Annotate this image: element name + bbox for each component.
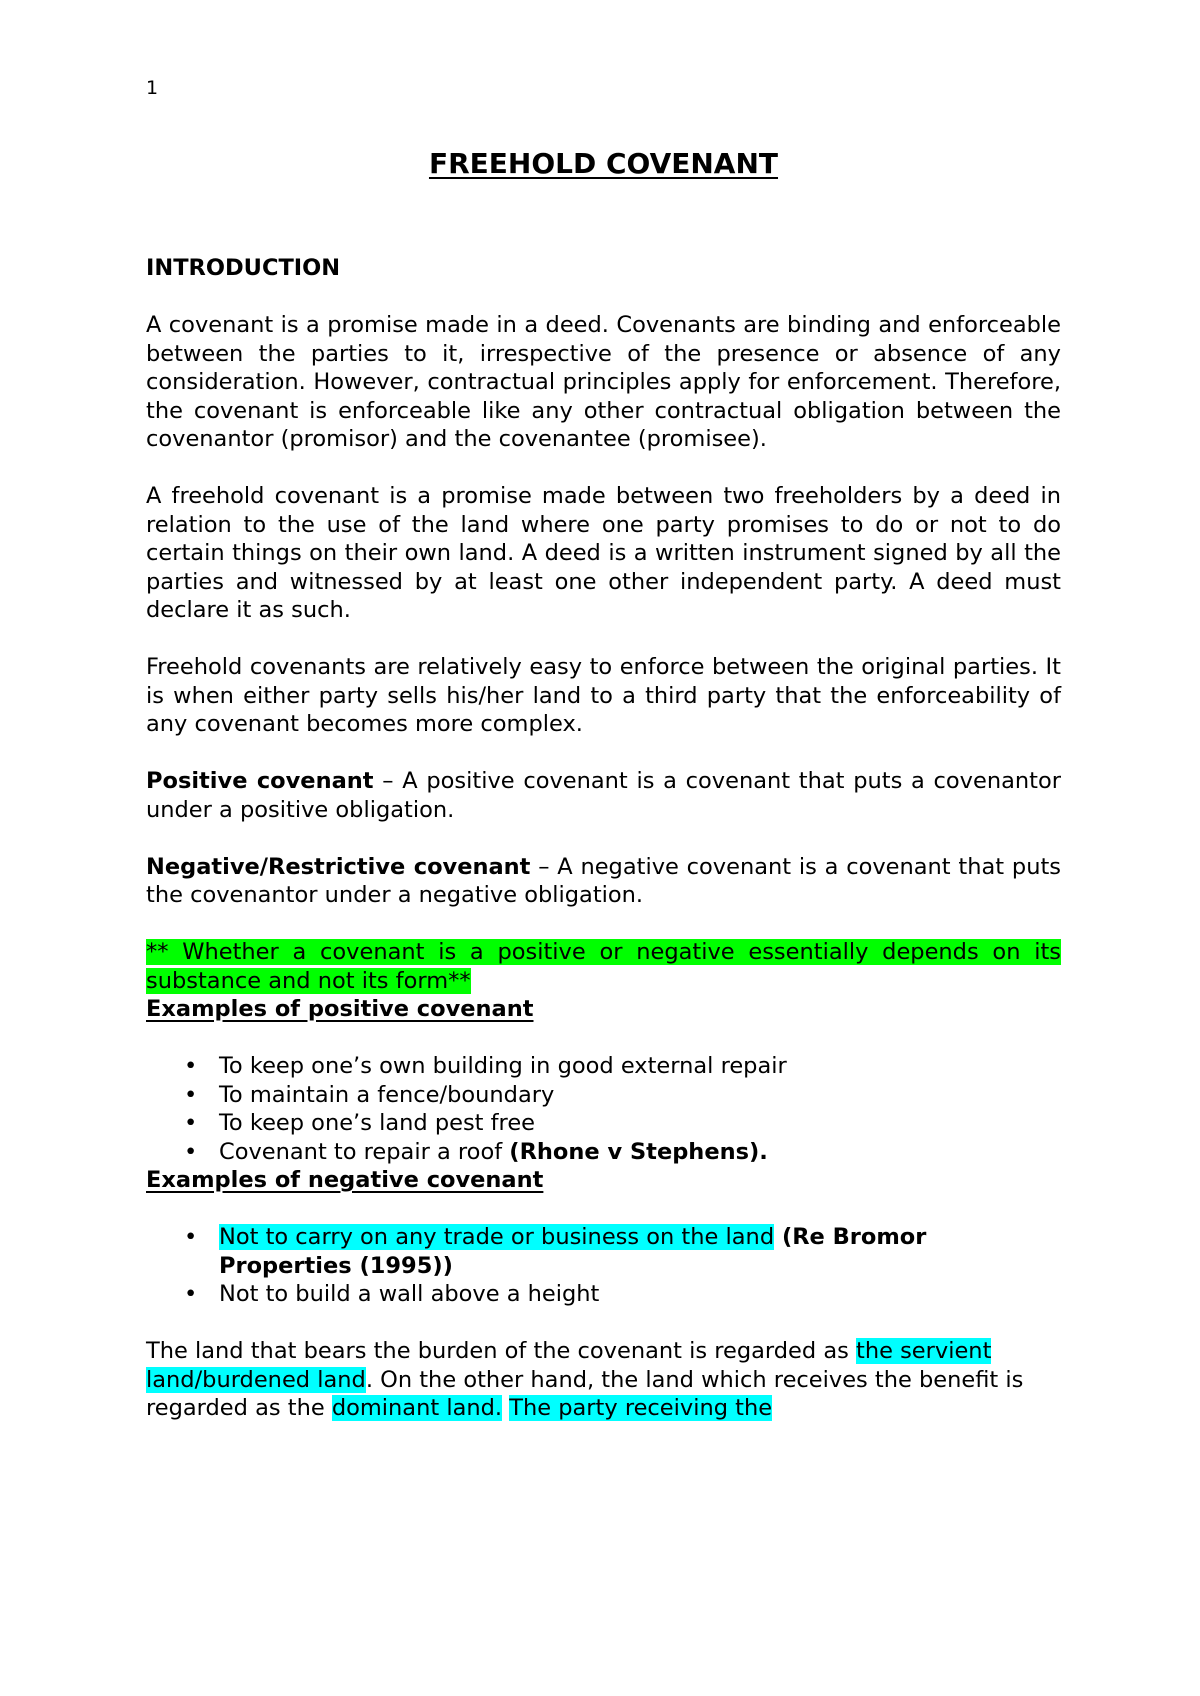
negative-examples-heading: Examples of negative covenant: [146, 1167, 544, 1193]
negative-examples-list: [146, 1223, 1061, 1309]
party-receiving-highlight: The party receiving the: [509, 1395, 773, 1421]
bullet-icon: •: [184, 1081, 198, 1108]
intro-paragraph-1: A covenant is a promise made in a deed. Covenants are binding and enforceable between the parties to it, irrespective of the presence or absence of any consideration. However, contractual principles apply for enforcement. Therefore, the covenant is enforceable like any other contractual obligation between the covenantor (promisor) and the covenantee (promisee).: [146, 312, 1061, 452]
final-paragraph: [146, 1337, 1061, 1423]
final-paragraph-text-1: The land that bears the burden of the covenant is regarded as: [146, 1338, 856, 1364]
document-title-text: FREEHOLD COVENANT: [428, 147, 779, 180]
negative-covenant-text: – A negative covenant is a covenant that puts the covenantor under a negative obligation.: [146, 853, 1061, 908]
list-item: [146, 1223, 1061, 1280]
intro-paragraph-2: A freehold covenant is a promise made between two freeholders by a deed in relation to the use of the land where one party promises to do or not to do certain things on their own land. A deed is a written instrument signed by all the parties and witnessed by at least one other independent party. A deed must declare it as such.: [146, 483, 1061, 623]
positive-examples-heading: Examples of positive covenant: [146, 996, 534, 1022]
introduction-heading: INTRODUCTION: [146, 255, 341, 281]
positive-covenant-term: Positive covenant: [146, 768, 374, 794]
list-item: [146, 1081, 1061, 1110]
list-item-text: Covenant to repair a roof: [219, 1138, 510, 1165]
positive-examples-list: [146, 1052, 1061, 1166]
servient-land-highlight: the servient land/burdened land: [146, 1338, 992, 1393]
highlighted-note-text: ** Whether a covenant is a positive or negative essentially depends on its substance and not its form**: [146, 939, 1061, 994]
list-item-text: Not to build a wall above a height: [219, 1281, 600, 1307]
list-item: [146, 1052, 1061, 1081]
final-paragraph-text-2: . On the other hand, the land which receives the benefit is regarded as the: [146, 1366, 1024, 1421]
list-item: [146, 1109, 1061, 1138]
negative-covenant-definition: [146, 853, 1061, 910]
document-body: [146, 140, 1061, 1423]
positive-covenant-definition: [146, 767, 1061, 824]
bullet-icon: •: [184, 1110, 198, 1136]
list-item-text: To keep one’s own building in good external repair: [219, 1053, 787, 1079]
list-item-highlighted-text: Not to carry on any trade or business on the land: [219, 1224, 775, 1250]
bullet-icon: •: [184, 1281, 198, 1307]
list-item: [146, 1138, 1061, 1167]
case-citation: (Rhone v Stephens).: [509, 1138, 768, 1165]
case-citation: (Re Bromor Properties (1995)): [219, 1224, 927, 1279]
bullet-icon: •: [184, 1224, 198, 1250]
intro-paragraph-3: Freehold covenants are relatively easy to enforce between the original parties. It is when either party sells his/her land to a third party that the enforceability of any covenant becomes more complex.: [146, 654, 1061, 737]
list-item: [146, 1280, 1061, 1309]
page-number: 1: [146, 77, 159, 99]
list-item-text: To maintain a fence/boundary: [219, 1081, 555, 1108]
bullet-icon: •: [184, 1138, 198, 1165]
document-title: [146, 146, 1061, 182]
positive-covenant-text: – A positive covenant is a covenant that puts a covenantor under a positive obligation.: [146, 768, 1061, 823]
dominant-land-highlight: dominant land.: [331, 1395, 503, 1421]
highlighted-note: [146, 938, 1061, 995]
negative-covenant-term: Negative/Restrictive covenant: [146, 853, 531, 880]
bullet-icon: •: [184, 1053, 198, 1079]
list-item-text: To keep one’s land pest free: [219, 1110, 535, 1136]
